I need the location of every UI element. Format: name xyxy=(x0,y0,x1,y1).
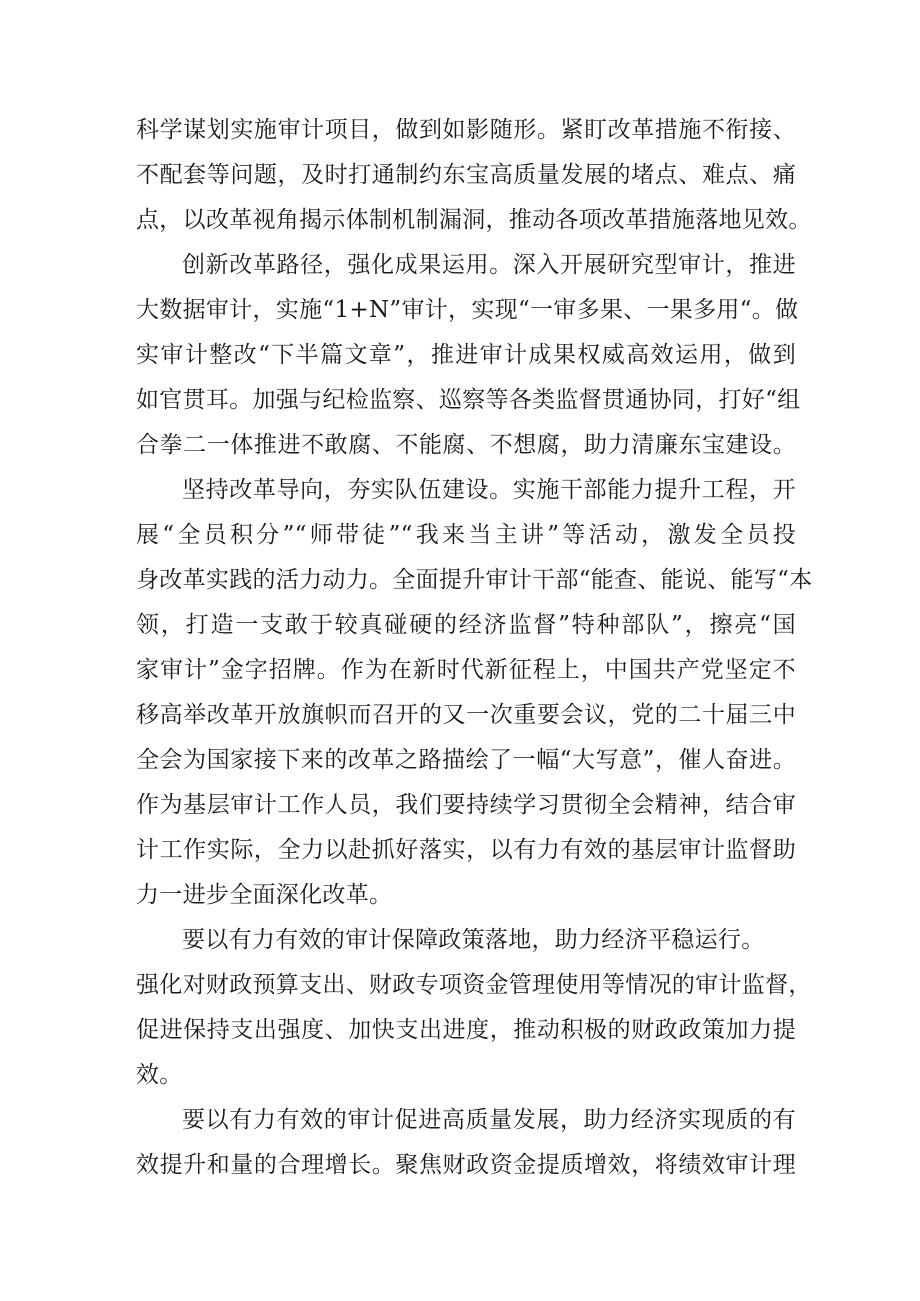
text-line: 不配套等问题，及时打通制约东宝高质量发展的堵点、难点、痛 xyxy=(136,162,796,188)
text-line: 促进保持支出强度、加快支出进度，推动积极的财政政策加力提 xyxy=(136,1017,796,1043)
text-line: 大数据审计，实施“1+N”审计，实现“一审多果、一果多用“。做 xyxy=(136,297,799,323)
text-line: 科学谋划实施审计项目，做到如影随形。紧盯改革措施不衔接、 xyxy=(136,117,796,143)
text-line: 实审计整改“下半篇文章”，推进审计成果权威高效运用，做到 xyxy=(136,342,796,368)
text-line: 展“全员积分”“师带徒”“我来当主讲”等活动，激发全员投 xyxy=(136,522,796,548)
paragraph-start: 创新改革路径，强化成果运用。深入开展研究型审计，推进 xyxy=(182,252,796,278)
text-line: 作为基层审计工作人员，我们要持续学习贯彻全会精神，结合审 xyxy=(136,792,796,818)
text-line: 如官贯耳。加强与纪检监察、巡察等各类监督贯通协同，打好“组 xyxy=(136,387,801,413)
text-line: 强化对财政预算支出、财政专项资金管理使用等情况的审计监督， xyxy=(136,972,812,998)
text-line: 移高举改革开放旗帜而召开的又一次重要会议，党的二十届三中 xyxy=(136,702,796,728)
text-line: 领，打造一支敢于较真碰硬的经济监督”特种部队”，擦亮“国 xyxy=(136,612,796,638)
text-line: 合拳二一体推进不敢腐、不能腐、不想腐，助力清廉东宝建设。 xyxy=(136,432,796,458)
text-line: 效提升和量的合理增长。聚焦财政资金提质增效，将绩效审计理 xyxy=(136,1152,796,1178)
text-line: 身改革实践的活力动力。全面提升审计干部“能查、能说、能写“本 xyxy=(136,567,813,593)
text-line: 计工作实际，全力以赴抓好落实，以有力有效的基层审计监督助 xyxy=(136,837,796,863)
text-line: 全会为国家接下来的改革之路描绘了一幅“大写意”，催人奋进。 xyxy=(136,747,796,773)
paragraph-start: 要以有力有效的审计促进高质量发展，助力经济实现质的有 xyxy=(182,1107,796,1133)
paragraph-end: 效。 xyxy=(136,1062,183,1088)
paragraph-end: 力一进步全面深化改革。 xyxy=(136,882,393,908)
paragraph-start: 坚持改革导向，夯实队伍建设。实施干部能力提升工程，开 xyxy=(182,477,796,503)
text-line: 点，以改革视角揭示体制机制漏洞，推动各项改革措施落地见效。 xyxy=(136,207,812,233)
text-line: 家审计”金字招牌。作为在新时代新征程上，中国共产党坚定不 xyxy=(136,657,796,683)
paragraph-start: 要以有力有效的审计保障政策落地，助力经济平稳运行。 xyxy=(182,927,765,953)
